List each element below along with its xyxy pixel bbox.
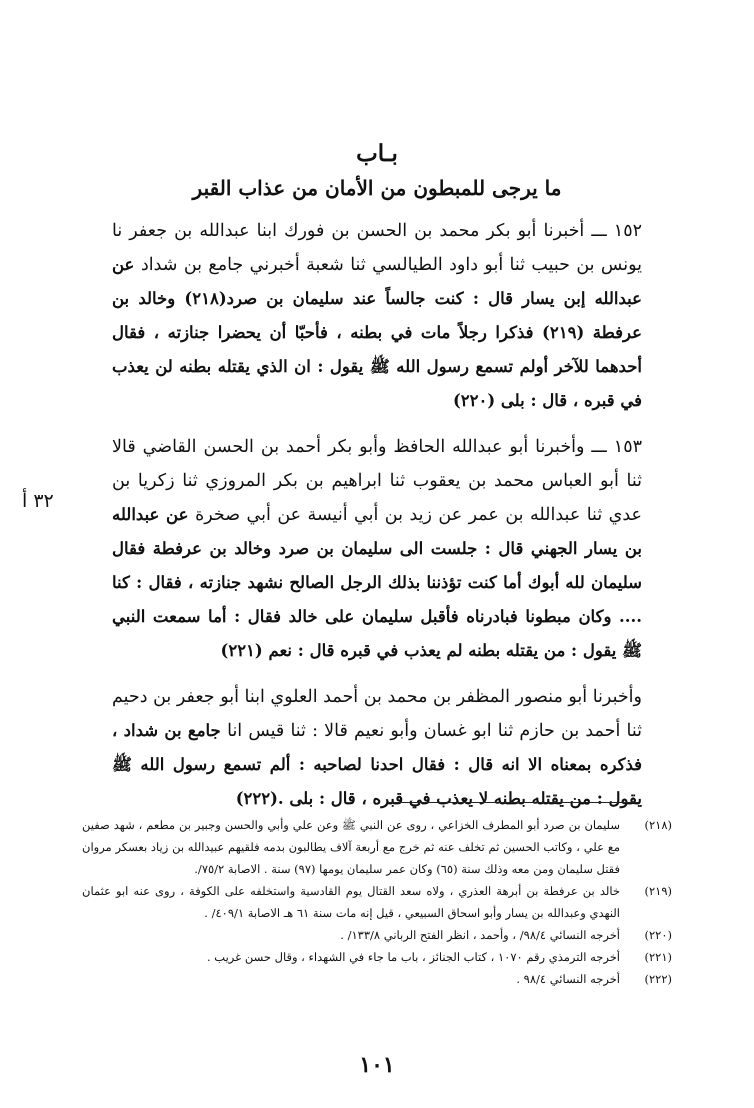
chapter-title: بـاب xyxy=(356,140,398,167)
matn-text: جامع بن شداد ، فذكره بمعناه الا انه قال : فقال احدنا لصاحبه : ألم تسمع رسول الله ﷺ يقول : من يقتله بطنه لا يعذب في قبره ، قال : بلى .(٢٢٢) xyxy=(112,721,642,808)
footnote-text: سليمان بن صرد أبو المطرف الخزاعي ، روى عن النبي ﷺ وعن علي وأبي والحسن وجبير بن مطعم ، شهد صفين مع علي ، وكاتب الحسين ثم تخلف عنه ثم خرج مع أربعة آلاف يطالبون بدمه فلقيهم عبيدالله بن زياد بعسكر مروان فقتل سليمان ومن معه وذلك سنة (٦٥) وكان عمر سليمان يومها (٩٧) سنة . الاصابة ٧٥/٢/. xyxy=(82,818,620,876)
matn-text: عن عبدالله بن يسار الجهني قال : جلست الى سليمان بن صرد وخالد بن عرفطة فقال سليمان لله أبوك أما كنت تؤذننا بذلك الرجل الصالح نشهد جنازته ، فقال : كنا .... وكان مبطونا فبادرناه فأقبل سليمان على خالد فقال : أما سمعت النبي ﷺ يقول : من يقتله بطنه لم يعذب في قبره قال : نعم (٢٢١) xyxy=(112,505,642,660)
hadith-paragraph-3 xyxy=(112,680,642,816)
isnad-text: ١٥٣ ـــ وأخبرنا أبو عبدالله الحافظ وأبو بكر أحمد بن الحسن القاضي قالا ثنا أبو العباس محمد بن يعقوب ثنا ابراهيم بن بكر المروزي ثنا زكريا بن عدي ثنا عبدالله بن عمر عن زيد بن أبي أنيسة عن أبي صخرة xyxy=(112,437,642,525)
isnad-text: وأخبرنا أبو منصور المظفر بن محمد بن أحمد العلوي ابنا أبو جعفر بن دحيم ثنا أحمد بن حازم ثنا ابو غسان وأبو نعيم قالا : ثنا قيس انا xyxy=(112,687,642,741)
footnote-219 xyxy=(82,880,672,924)
footnotes xyxy=(82,814,672,990)
hadith-paragraph-153 xyxy=(112,430,642,668)
main-text xyxy=(112,214,642,828)
chapter-subtitle: ما يرجى للمبطون من الأمان من عذاب القبر xyxy=(192,176,562,200)
footnote-number: (٢٢١) xyxy=(644,950,672,964)
matn-text: عن عبدالله إبن يسار قال : كنت جالساً عند سليمان بن صرد(٢١٨) وخالد بن عرفطة (٢١٩) فذكرا رجلاً مات في بطنه ، فأحبّا أن يحضرا جنازته ، فقال أحدهما للآخر أولم تسمع رسول الله ﷺ يقول : ان الذي يقتله بطنه لن يعذب في قبره ، قال : بلى (٢٢٠) xyxy=(112,255,642,410)
footnote-218 xyxy=(82,814,672,880)
hadith-paragraph-152 xyxy=(112,214,642,418)
footnote-text: أخرجه الترمذي رقم ١٠٧٠ ، كتاب الجنائز ، باب ما جاء في الشهداء ، وقال حسن غريب . xyxy=(207,950,620,964)
footnote-number: (٢١٩) xyxy=(644,884,672,898)
footnote-221 xyxy=(82,946,672,968)
footnote-text: خالد بن عرفطة بن أبرهة العذري ، ولاه سعد القتال يوم القادسية واستخلفه على الكوفة ، روى عنه ابو عثمان النهدي وعبدالله بن يسار وأبو اسحاق السبيعي ، قيل إنه مات سنة ٦١ هـ الاصابة ٤٠٩/١/ . xyxy=(82,884,620,920)
manuscript-folio-note: ٣٢ أ xyxy=(22,490,54,512)
footnote-divider xyxy=(388,802,638,803)
footnote-220 xyxy=(82,924,672,946)
footnote-number: (٢١٨) xyxy=(644,818,672,832)
footnote-text: أخرجه النسائي ٩٨/٤ . xyxy=(516,972,620,986)
isnad-text: ١٥٢ ـــ أخبرنا أبو بكر محمد بن الحسن بن فورك ابنا عبدالله بن جعفر نا يونس بن حبيب ثنا أبو داود الطيالسي ثنا شعبة أخبرني جامع بن شداد xyxy=(112,221,642,275)
footnote-number: (٢٢٠) xyxy=(644,928,672,942)
footnote-222 xyxy=(82,968,672,990)
page-number: ١٠١ xyxy=(359,1052,395,1078)
footnote-text: أخرجه النسائي ٩٨/٤/ ، وأحمد ، انظر الفتح الرباني ١٣٣/٨/ . xyxy=(340,928,620,942)
footnote-number: (٢٢٢) xyxy=(644,972,672,986)
